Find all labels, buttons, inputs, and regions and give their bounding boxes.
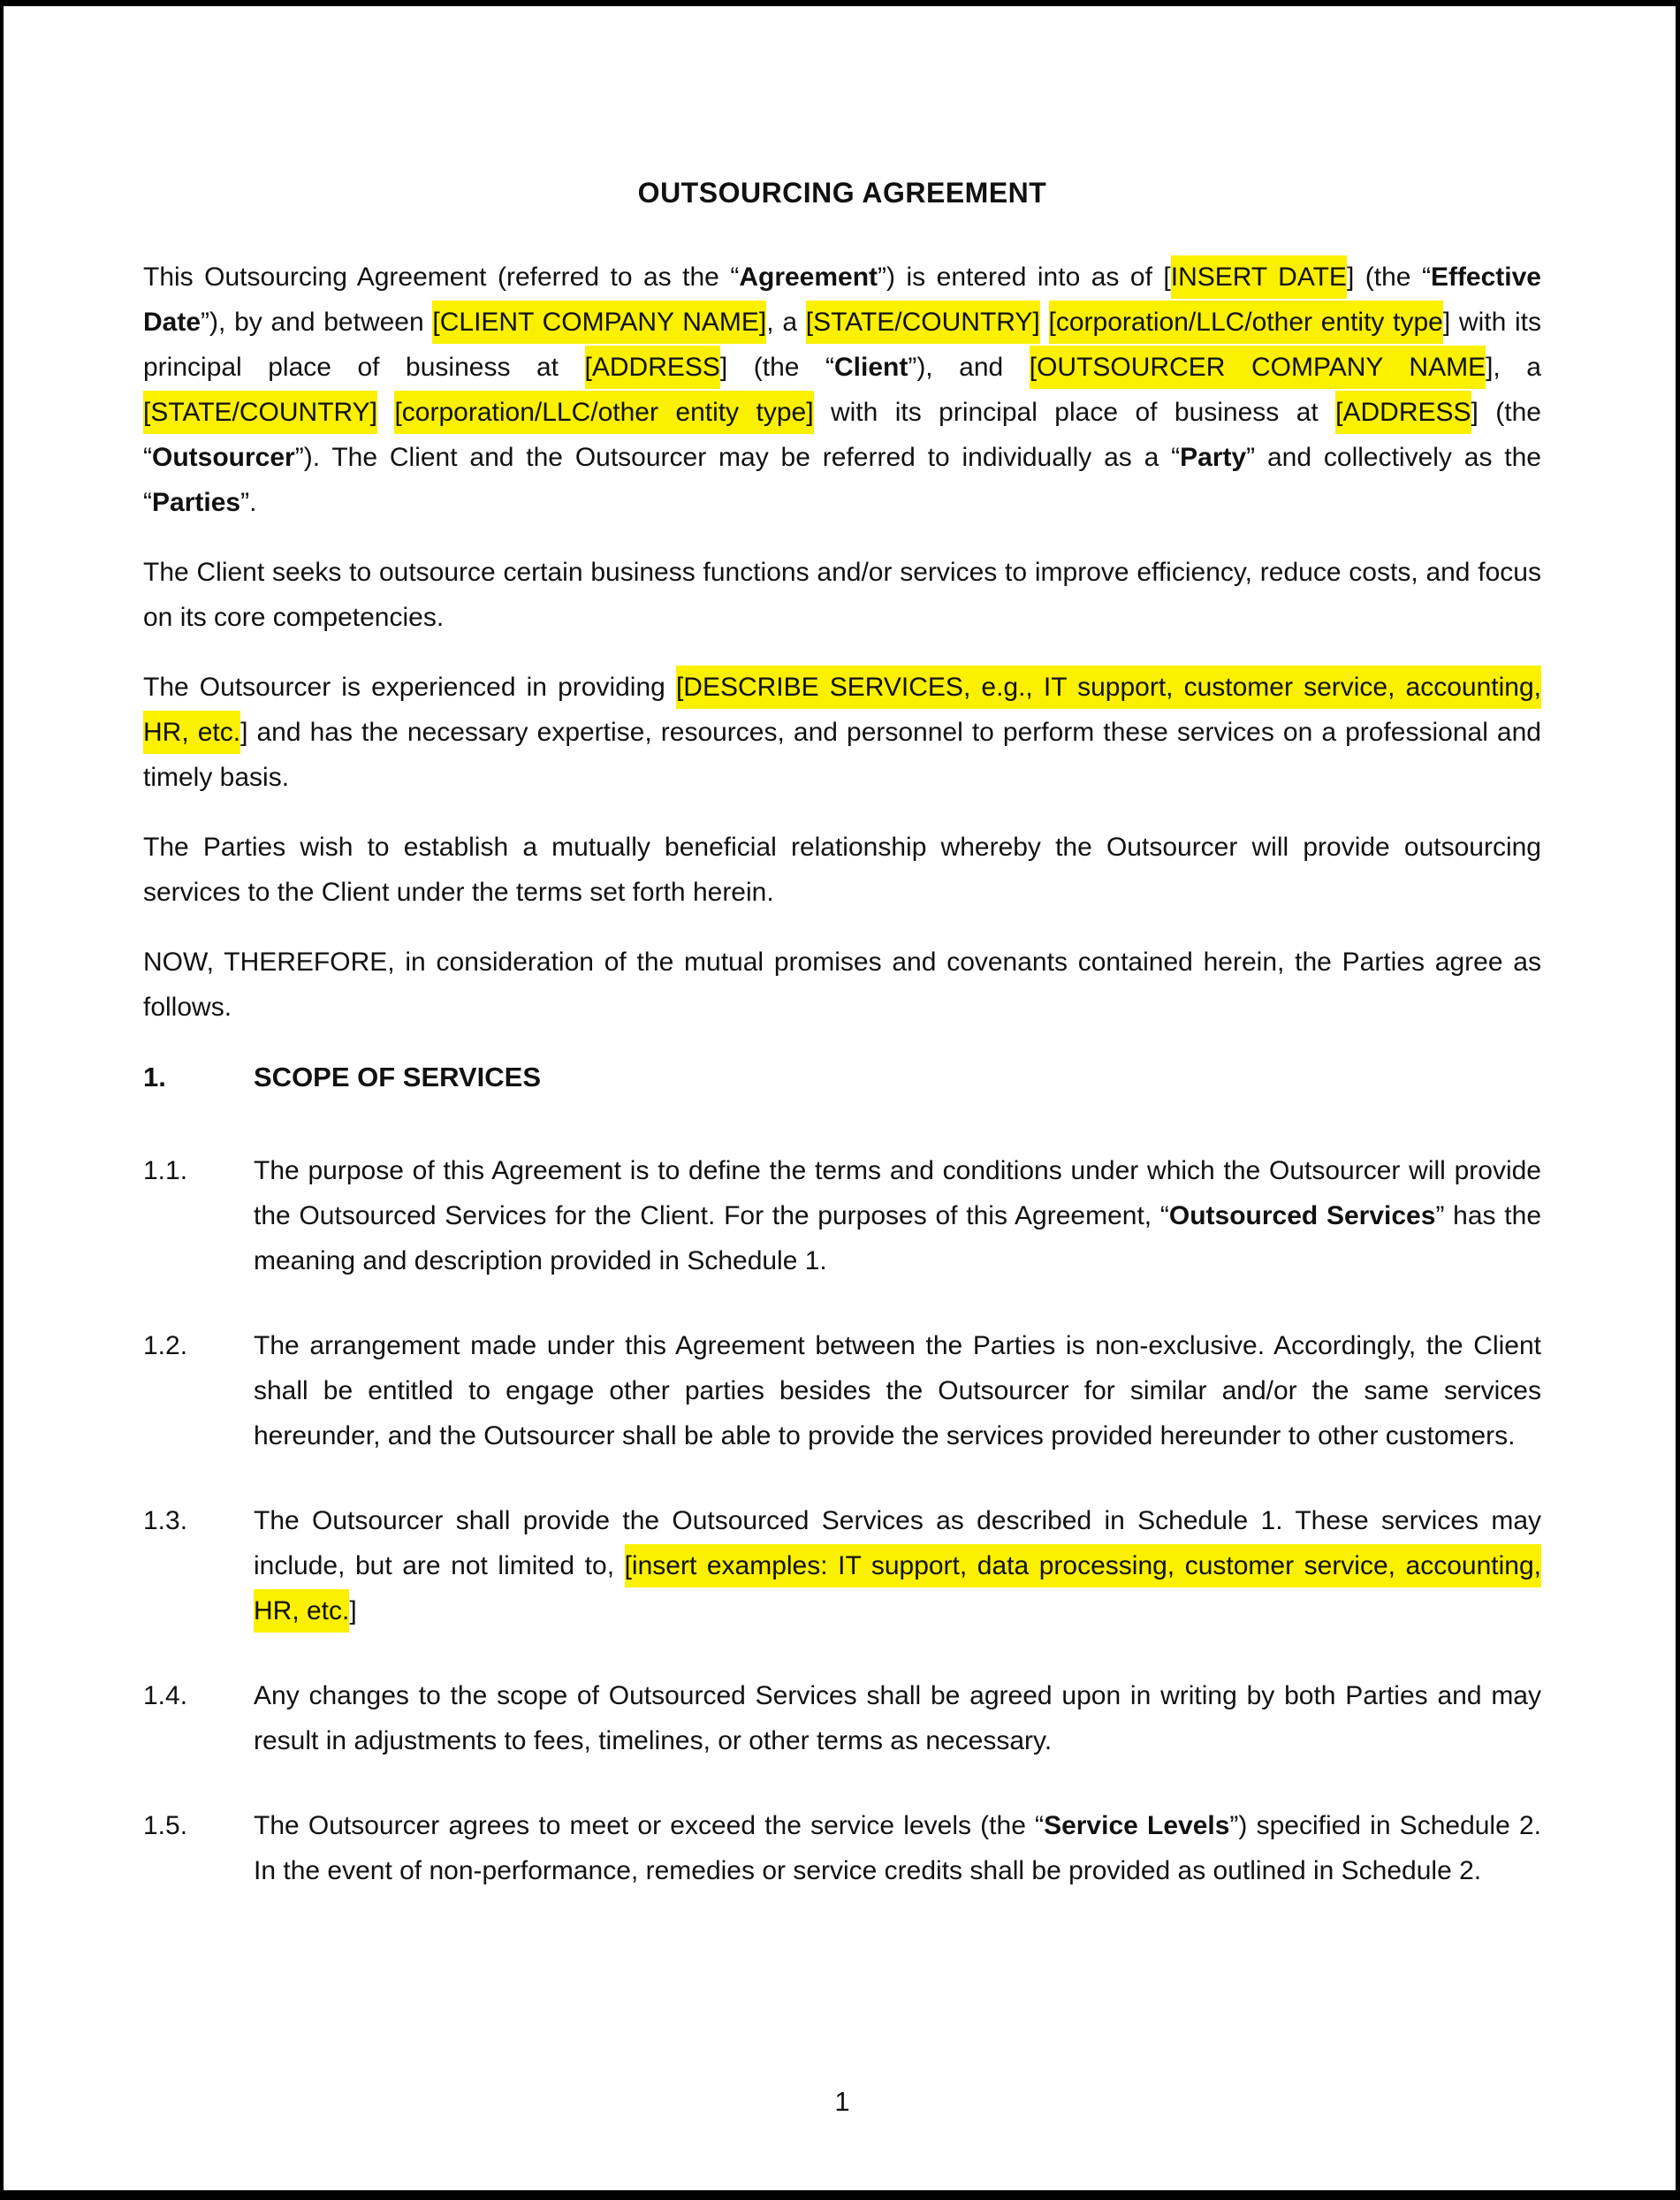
- numbered-item: [143, 1148, 1541, 1283]
- text-run: Any changes to the scope of Outsourced Services shall be agreed upon in writing by both Parties and may result in adjustments to fees, timelines, or other terms as necessary.: [254, 1681, 1541, 1755]
- highlighted-placeholder: [STATE/COUNTRY]: [806, 301, 1040, 344]
- document-title: OUTSOURCING AGREEMENT: [637, 177, 1047, 209]
- text-run: ”) specified in Schedule 2. In the event of non-performance, remedies or service credits shall be provided as outlined in Schedule 2.: [254, 1811, 1541, 1885]
- text-run: The Parties wish to establish a mutually beneficial relationship whereby the Outsourcer will provide outsourcing services to the Client under the terms set forth herein.: [143, 833, 1541, 907]
- item-text: [254, 1498, 1541, 1633]
- text-run: ] (the “: [1346, 263, 1431, 292]
- text-run: ”). The Client and the Outsourcer may be referred to individually as a “: [294, 443, 1181, 472]
- text-run: The Client seeks to outsource certain business functions and/or services to improve efficiency, reduce costs, and focus on its core competencies.: [143, 558, 1541, 632]
- item-number: 1.3.: [143, 1506, 188, 1535]
- defined-term: Outsourcer: [152, 443, 295, 472]
- numbered-item: [143, 1803, 1541, 1893]
- text-run: , a: [766, 308, 806, 337]
- paragraph: [143, 255, 1541, 525]
- numbered-item: [143, 1323, 1541, 1458]
- text-run: ” and collectively as the “: [143, 443, 1541, 517]
- item-text: [254, 1673, 1541, 1763]
- text-run: ]: [349, 1596, 357, 1625]
- text-run: ”), and: [908, 353, 1030, 382]
- text-run: ], a: [1486, 353, 1541, 382]
- text-run: ”), by and between: [201, 308, 433, 337]
- defined-term: Parties: [152, 488, 241, 517]
- highlighted-placeholder: [OUTSOURCER COMPANY NAME: [1030, 346, 1486, 389]
- item-text: [254, 1323, 1541, 1458]
- paragraph: [143, 825, 1541, 915]
- text-run: NOW, THEREFORE, in consideration of the mutual promises and covenants contained herein, the Parties agree as follows.: [143, 948, 1541, 1022]
- highlighted-placeholder: [insert examples: IT support, data processing, customer service, accounting, HR, etc.: [254, 1544, 1541, 1633]
- numbered-item: [143, 1498, 1541, 1633]
- paragraph: [143, 940, 1541, 1030]
- document-body: [143, 255, 1541, 1893]
- item-text: [254, 1148, 1541, 1283]
- text-run: The arrangement made under this Agreement between the Parties is non-exclusive. Accordingly, the Client shall be entitled to engage other parties besides the Outsourcer for similar and/or the same services hereunder, and the Outsourcer shall be able to provide the services provided hereunder to other customers.: [254, 1331, 1541, 1450]
- text-run: ] with its principal place of business at: [143, 308, 1541, 382]
- text-run: The purpose of this Agreement is to define the terms and conditions under which the Outsourcer will provide the Outsourced Services for the Client. For the purposes of this Agreement, “: [254, 1156, 1541, 1230]
- text-run: ] and has the necessary expertise, resources, and personnel to perform these services on a professional and timely basis.: [143, 718, 1541, 792]
- text-run: The Outsourcer shall provide the Outsourced Services as described in Schedule 1. These services may include, but are not limited to,: [254, 1506, 1541, 1580]
- paragraph: [143, 550, 1541, 640]
- defined-term: Agreement: [739, 263, 878, 292]
- text-run: ] (the “: [143, 398, 1541, 472]
- text-run: with its principal place of business at: [813, 398, 1336, 427]
- section-heading: [143, 1054, 1541, 1100]
- text-run: This Outsourcing Agreement (referred to as the “: [143, 263, 740, 292]
- defined-term: Party: [1180, 443, 1247, 472]
- document-content: [4, 6, 1676, 2190]
- defined-term: Outsourced Services: [1168, 1201, 1436, 1230]
- item-number: 1.1.: [143, 1156, 188, 1185]
- highlighted-placeholder: [corporation/LLC/other entity type: [1049, 301, 1443, 344]
- defined-term: Effective Date: [143, 263, 1541, 337]
- highlighted-placeholder: INSERT DATE: [1171, 255, 1347, 299]
- text-run: [1040, 308, 1049, 337]
- text-run: ” has the meaning and description provided in Schedule 1.: [254, 1201, 1542, 1275]
- numbered-item: [143, 1673, 1541, 1763]
- text-run: ] (the “: [719, 353, 834, 382]
- defined-term: Client: [833, 353, 908, 382]
- text-run: The Outsourcer agrees to meet or exceed the service levels (the “: [254, 1811, 1045, 1840]
- highlighted-placeholder: [DESCRIBE SERVICES, e.g., IT support, customer service, accounting, HR, etc.: [143, 666, 1541, 754]
- text-run: ”) is entered into as of [: [878, 263, 1171, 292]
- highlighted-placeholder: [ADDRESS: [585, 346, 720, 389]
- highlighted-placeholder: [ADDRESS: [1335, 391, 1471, 434]
- text-run: The Outsourcer is experienced in providing: [143, 673, 676, 702]
- highlighted-placeholder: [CLIENT COMPANY NAME]: [432, 301, 766, 344]
- page-number: 1: [834, 2086, 850, 2117]
- item-number: 1.5.: [143, 1811, 188, 1840]
- text-run: ”.: [240, 488, 257, 517]
- text-run: [377, 398, 394, 427]
- item-text: [254, 1054, 1541, 1100]
- paragraph: [143, 665, 1541, 800]
- item-text: [254, 1803, 1541, 1893]
- text-run: SCOPE OF SERVICES: [254, 1062, 542, 1092]
- item-number: 1.2.: [143, 1331, 188, 1360]
- highlighted-placeholder: [STATE/COUNTRY]: [143, 391, 377, 434]
- highlighted-placeholder: [corporation/LLC/other entity type]: [394, 391, 813, 434]
- item-number: 1.: [143, 1062, 166, 1092]
- item-number: 1.4.: [143, 1681, 188, 1710]
- defined-term: Service Levels: [1044, 1811, 1230, 1840]
